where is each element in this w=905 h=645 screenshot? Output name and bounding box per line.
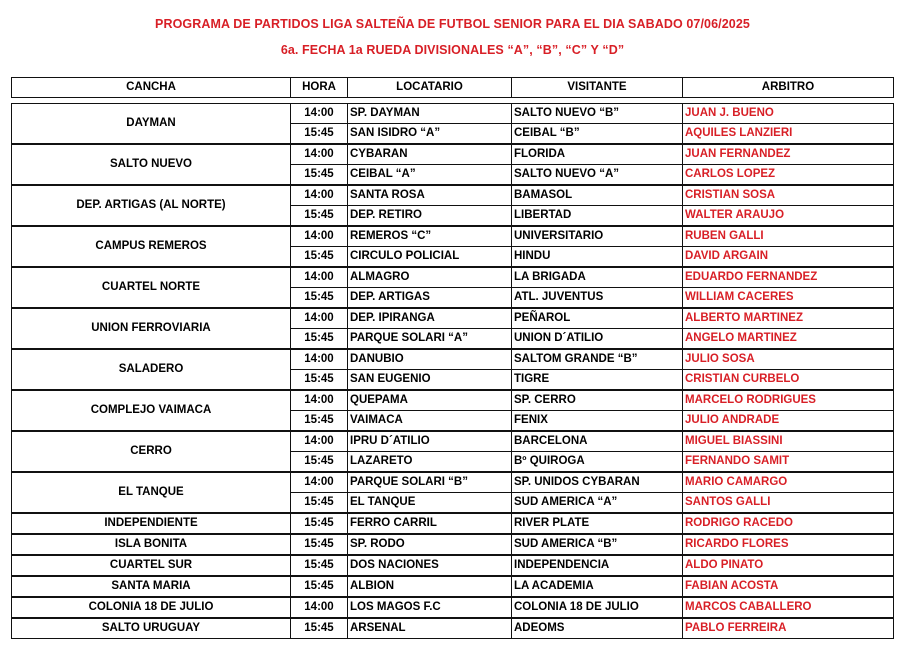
visitante-cell: FENIX	[512, 411, 683, 432]
arbitro-cell: WILLIAM CACERES	[683, 288, 894, 309]
hora-cell: 15:45	[291, 493, 348, 514]
hora-cell: 15:45	[291, 618, 348, 639]
locatario-cell: ALMAGRO	[348, 267, 512, 288]
visitante-cell: BARCELONA	[512, 431, 683, 452]
visitante-cell: Bº QUIROGA	[512, 452, 683, 473]
arbitro-cell: MARIO CAMARGO	[683, 472, 894, 493]
arbitro-cell: MIGUEL BIASSINI	[683, 431, 894, 452]
locatario-cell: DOS NACIONES	[348, 555, 512, 576]
hora-cell: 15:45	[291, 329, 348, 350]
hora-cell: 14:00	[291, 431, 348, 452]
cancha-cell: SANTA MARIA	[12, 576, 291, 597]
cancha-cell: CUARTEL NORTE	[12, 267, 291, 308]
hora-cell: 15:45	[291, 206, 348, 227]
table-row	[12, 390, 894, 411]
locatario-cell: EL TANQUE	[348, 493, 512, 514]
hora-cell: 14:00	[291, 226, 348, 247]
cancha-cell: CAMPUS REMEROS	[12, 226, 291, 267]
hora-cell: 15:45	[291, 555, 348, 576]
cancha-cell: COMPLEJO VAIMACA	[12, 390, 291, 431]
table-row	[12, 431, 894, 452]
arbitro-cell: JULIO SOSA	[683, 349, 894, 370]
hora-cell: 15:45	[291, 576, 348, 597]
arbitro-cell: AQUILES LANZIERI	[683, 124, 894, 145]
table-row	[12, 597, 894, 618]
hora-cell: 14:00	[291, 144, 348, 165]
header-hora: HORA	[291, 78, 348, 98]
visitante-cell: SUD AMERICA “A”	[512, 493, 683, 514]
hora-cell: 15:45	[291, 288, 348, 309]
locatario-cell: LAZARETO	[348, 452, 512, 473]
arbitro-cell: JUAN J. BUENO	[683, 104, 894, 124]
cancha-cell: SALTO URUGUAY	[12, 618, 291, 639]
visitante-cell: PEÑAROL	[512, 308, 683, 329]
hora-cell: 15:45	[291, 165, 348, 186]
hora-cell: 14:00	[291, 597, 348, 618]
arbitro-cell: RODRIGO RACEDO	[683, 513, 894, 534]
locatario-cell: LOS MAGOS F.C	[348, 597, 512, 618]
cancha-cell: SALTO NUEVO	[12, 144, 291, 185]
visitante-cell: RIVER PLATE	[512, 513, 683, 534]
arbitro-cell: FABIAN ACOSTA	[683, 576, 894, 597]
hora-cell: 14:00	[291, 390, 348, 411]
hora-cell: 15:45	[291, 452, 348, 473]
hora-cell: 15:45	[291, 513, 348, 534]
hora-cell: 15:45	[291, 124, 348, 145]
visitante-cell: INDEPENDENCIA	[512, 555, 683, 576]
hora-cell: 14:00	[291, 104, 348, 124]
cancha-cell: CUARTEL SUR	[12, 555, 291, 576]
table-row	[12, 472, 894, 493]
fixtures-table	[11, 77, 894, 639]
visitante-cell: BAMASOL	[512, 185, 683, 206]
arbitro-cell: RUBEN GALLI	[683, 226, 894, 247]
page-subtitle: 6a. FECHA 1a RUEDA DIVISIONALES “A”, “B”, “C” Y “D”	[280, 43, 625, 57]
arbitro-cell: DAVID ARGAIN	[683, 247, 894, 268]
visitante-cell: ADEOMS	[512, 618, 683, 639]
visitante-cell: SP. CERRO	[512, 390, 683, 411]
arbitro-cell: MARCELO RODRIGUES	[683, 390, 894, 411]
table-header-row	[12, 78, 894, 98]
visitante-cell: LIBERTAD	[512, 206, 683, 227]
table-row	[12, 555, 894, 576]
locatario-cell: SANTA ROSA	[348, 185, 512, 206]
locatario-cell: CEIBAL “A”	[348, 165, 512, 186]
arbitro-cell: EDUARDO FERNANDEZ	[683, 267, 894, 288]
cancha-cell: ISLA BONITA	[12, 534, 291, 555]
table-row	[12, 144, 894, 165]
arbitro-cell: RICARDO FLORES	[683, 534, 894, 555]
table-row	[12, 349, 894, 370]
locatario-cell: SP. DAYMAN	[348, 104, 512, 124]
locatario-cell: PARQUE SOLARI “B”	[348, 472, 512, 493]
arbitro-cell: CRISTIAN CURBELO	[683, 370, 894, 391]
locatario-cell: FERRO CARRIL	[348, 513, 512, 534]
table-row	[12, 618, 894, 639]
visitante-cell: CEIBAL “B”	[512, 124, 683, 145]
visitante-cell: SALTO NUEVO “A”	[512, 165, 683, 186]
locatario-cell: DEP. RETIRO	[348, 206, 512, 227]
cancha-cell: INDEPENDIENTE	[12, 513, 291, 534]
table-row	[12, 576, 894, 597]
arbitro-cell: MARCOS CABALLERO	[683, 597, 894, 618]
locatario-cell: IPRU D´ATILIO	[348, 431, 512, 452]
table-row	[12, 226, 894, 247]
visitante-cell: UNION D´ATILIO	[512, 329, 683, 350]
hora-cell: 14:00	[291, 185, 348, 206]
arbitro-cell: FERNANDO SAMIT	[683, 452, 894, 473]
hora-cell: 14:00	[291, 472, 348, 493]
table-row	[12, 267, 894, 288]
visitante-cell: SP. UNIDOS CYBARAN	[512, 472, 683, 493]
cancha-cell: COLONIA 18 DE JULIO	[12, 597, 291, 618]
header-locatario: LOCATARIO	[348, 78, 512, 98]
arbitro-cell: CRISTIAN SOSA	[683, 185, 894, 206]
hora-cell: 14:00	[291, 308, 348, 329]
visitante-cell: UNIVERSITARIO	[512, 226, 683, 247]
cancha-cell: CERRO	[12, 431, 291, 472]
locatario-cell: ARSENAL	[348, 618, 512, 639]
cancha-cell: DEP. ARTIGAS (AL NORTE)	[12, 185, 291, 226]
hora-cell: 14:00	[291, 267, 348, 288]
locatario-cell: SAN EUGENIO	[348, 370, 512, 391]
hora-cell: 15:45	[291, 247, 348, 268]
visitante-cell: COLONIA 18 DE JULIO	[512, 597, 683, 618]
arbitro-cell: SANTOS GALLI	[683, 493, 894, 514]
locatario-cell: QUEPAMA	[348, 390, 512, 411]
visitante-cell: LA ACADEMIA	[512, 576, 683, 597]
cancha-cell: SALADERO	[12, 349, 291, 390]
table-row	[12, 534, 894, 555]
hora-cell: 14:00	[291, 349, 348, 370]
locatario-cell: PARQUE SOLARI “A”	[348, 329, 512, 350]
table-row	[12, 308, 894, 329]
header-arbitro: ARBITRO	[683, 78, 894, 98]
locatario-cell: SAN ISIDRO “A”	[348, 124, 512, 145]
hora-cell: 15:45	[291, 370, 348, 391]
arbitro-cell: CARLOS LOPEZ	[683, 165, 894, 186]
arbitro-cell: ANGELO MARTINEZ	[683, 329, 894, 350]
header-cancha: CANCHA	[12, 78, 291, 98]
visitante-cell: LA BRIGADA	[512, 267, 683, 288]
hora-cell: 15:45	[291, 411, 348, 432]
visitante-cell: TIGRE	[512, 370, 683, 391]
visitante-cell: HINDU	[512, 247, 683, 268]
locatario-cell: DANUBIO	[348, 349, 512, 370]
table-row	[12, 513, 894, 534]
locatario-cell: SP. RODO	[348, 534, 512, 555]
fixtures-body	[12, 98, 894, 639]
locatario-cell: REMEROS “C”	[348, 226, 512, 247]
visitante-cell: SUD AMERICA “B”	[512, 534, 683, 555]
arbitro-cell: JUAN FERNANDEZ	[683, 144, 894, 165]
visitante-cell: ATL. JUVENTUS	[512, 288, 683, 309]
header-visitante: VISITANTE	[512, 78, 683, 98]
arbitro-cell: ALBERTO MARTINEZ	[683, 308, 894, 329]
arbitro-cell: JULIO ANDRADE	[683, 411, 894, 432]
cancha-cell: EL TANQUE	[12, 472, 291, 513]
visitante-cell: SALTOM GRANDE “B”	[512, 349, 683, 370]
visitante-cell: SALTO NUEVO “B”	[512, 104, 683, 124]
arbitro-cell: ALDO PINATO	[683, 555, 894, 576]
arbitro-cell: WALTER ARAUJO	[683, 206, 894, 227]
locatario-cell: CIRCULO POLICIAL	[348, 247, 512, 268]
cancha-cell: UNION FERROVIARIA	[12, 308, 291, 349]
locatario-cell: VAIMACA	[348, 411, 512, 432]
arbitro-cell: PABLO FERREIRA	[683, 618, 894, 639]
table-row	[12, 185, 894, 206]
locatario-cell: ALBION	[348, 576, 512, 597]
locatario-cell: DEP. ARTIGAS	[348, 288, 512, 309]
visitante-cell: FLORIDA	[512, 144, 683, 165]
table-row	[12, 104, 894, 124]
locatario-cell: CYBARAN	[348, 144, 512, 165]
hora-cell: 15:45	[291, 534, 348, 555]
locatario-cell: DEP. IPIRANGA	[348, 308, 512, 329]
page-title: PROGRAMA DE PARTIDOS LIGA SALTEÑA DE FUTBOL SENIOR PARA EL DIA SABADO 07/06/2025	[155, 17, 750, 31]
cancha-cell: DAYMAN	[12, 104, 291, 145]
